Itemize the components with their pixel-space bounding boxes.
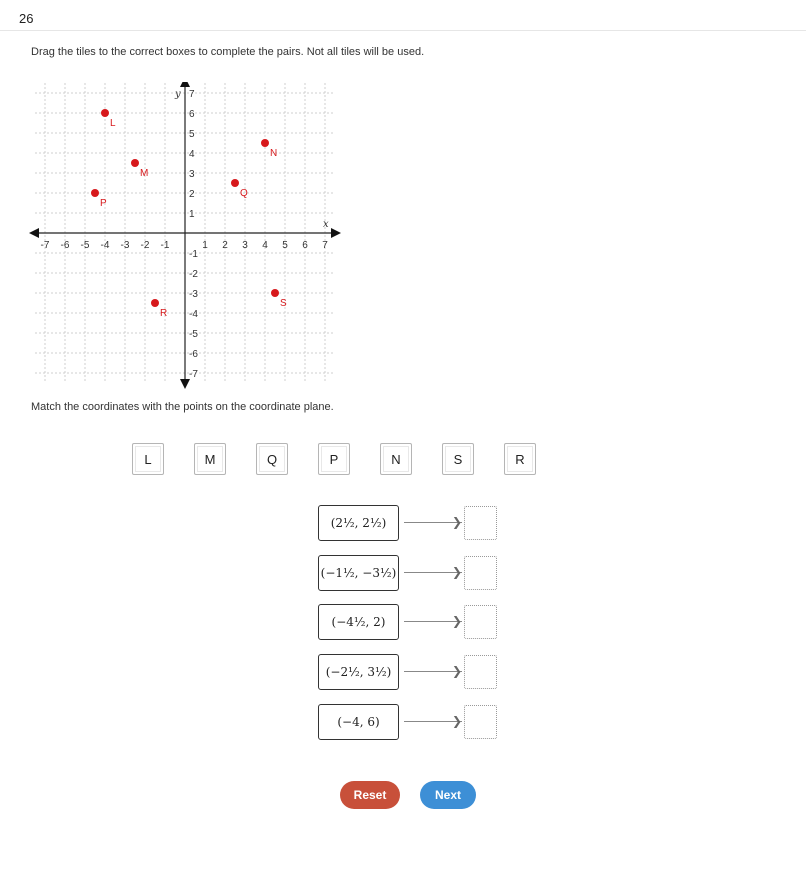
point-M [131, 159, 139, 167]
header-divider [0, 30, 806, 31]
y-tick-label: 2 [189, 189, 195, 200]
point-Q [231, 179, 239, 187]
y-tick-label: 4 [189, 149, 195, 160]
y-tick-label: -2 [189, 269, 198, 280]
drop-target[interactable] [464, 705, 497, 739]
x-axis-left-arrow-icon [29, 228, 39, 238]
pair-row [318, 555, 500, 591]
y-tick-label: 6 [189, 109, 195, 120]
x-tick-label: 3 [242, 240, 248, 251]
x-tick-label: -4 [100, 240, 110, 251]
point-label-L: L [110, 118, 116, 129]
pair-row [318, 505, 500, 541]
point-P [91, 189, 99, 197]
next-button[interactable]: Next [420, 781, 476, 809]
drop-target[interactable] [464, 506, 497, 540]
point-label-Q: Q [240, 188, 248, 199]
y-tick-label: -5 [189, 329, 198, 340]
y-tick-label: -4 [189, 309, 198, 320]
x-tick-label: 4 [262, 240, 268, 251]
tile-S[interactable]: S [442, 443, 474, 475]
arrow-right-icon: ❯ [452, 614, 463, 628]
x-axis-right-arrow-icon [331, 228, 341, 238]
coordinate-box: (−4, 6) [318, 704, 399, 740]
drop-target[interactable] [464, 605, 497, 639]
coordinate-box: (2½, 2½) [318, 505, 399, 541]
arrow-right-icon: ❯ [452, 714, 463, 728]
arrow-right-icon: ❯ [452, 664, 463, 678]
x-tick-label: 2 [222, 240, 228, 251]
tile-L[interactable]: L [132, 443, 164, 475]
tile-P[interactable]: P [318, 443, 350, 475]
coordinate-plane [28, 82, 348, 392]
tile-M[interactable]: M [194, 443, 226, 475]
x-tick-label: -5 [80, 240, 90, 251]
instruction-text: Drag the tiles to the correct boxes to complete the pairs. Not all tiles will be used. [31, 46, 425, 58]
x-tick-label: -2 [140, 240, 150, 251]
tile-R[interactable]: R [504, 443, 536, 475]
y-tick-label: 3 [189, 169, 195, 180]
point-label-P: P [100, 198, 107, 209]
x-axis-label: x [323, 219, 329, 230]
arrow-right-icon: ❯ [452, 565, 463, 579]
x-tick-label: 6 [302, 240, 308, 251]
y-axis-up-arrow-icon [180, 82, 190, 87]
drop-target[interactable] [464, 655, 497, 689]
y-axis-label: y [175, 89, 181, 100]
x-tick-label: -3 [120, 240, 130, 251]
coordinate-box: (−4½, 2) [318, 604, 399, 640]
point-R [151, 299, 159, 307]
y-tick-label: -7 [189, 369, 198, 380]
x-tick-label: 5 [282, 240, 288, 251]
point-label-N: N [270, 148, 278, 159]
y-tick-label: -6 [189, 349, 198, 360]
x-tick-label: 7 [322, 240, 328, 251]
pair-row [318, 654, 500, 690]
arrow-right-icon: ❯ [452, 515, 463, 529]
y-tick-label: 7 [189, 89, 195, 100]
coordinate-box: (−2½, 3½) [318, 654, 399, 690]
x-tick-label: -1 [160, 240, 170, 251]
tile-N[interactable]: N [380, 443, 412, 475]
point-N [261, 139, 269, 147]
coordinate-box: (−1½, −3½) [318, 555, 399, 591]
pair-row [318, 704, 500, 740]
y-tick-label: 1 [189, 209, 195, 220]
point-label-S: S [280, 298, 287, 309]
point-label-M: M [140, 168, 149, 179]
question-number: 26 [19, 11, 34, 26]
drop-target[interactable] [464, 556, 497, 590]
y-tick-label: -1 [189, 249, 198, 260]
reset-button[interactable]: Reset [340, 781, 400, 809]
tile-Q[interactable]: Q [256, 443, 288, 475]
x-tick-label: -6 [60, 240, 70, 251]
match-prompt: Match the coordinates with the points on the coordinate plane. [31, 401, 334, 413]
pair-row [318, 604, 500, 640]
point-L [101, 109, 109, 117]
x-tick-label: 1 [202, 240, 208, 251]
point-label-R: R [160, 308, 168, 319]
point-S [271, 289, 279, 297]
y-tick-label: 5 [189, 129, 195, 140]
y-tick-label: -3 [189, 289, 198, 300]
y-axis-down-arrow-icon [180, 379, 190, 389]
x-tick-label: -7 [40, 240, 50, 251]
